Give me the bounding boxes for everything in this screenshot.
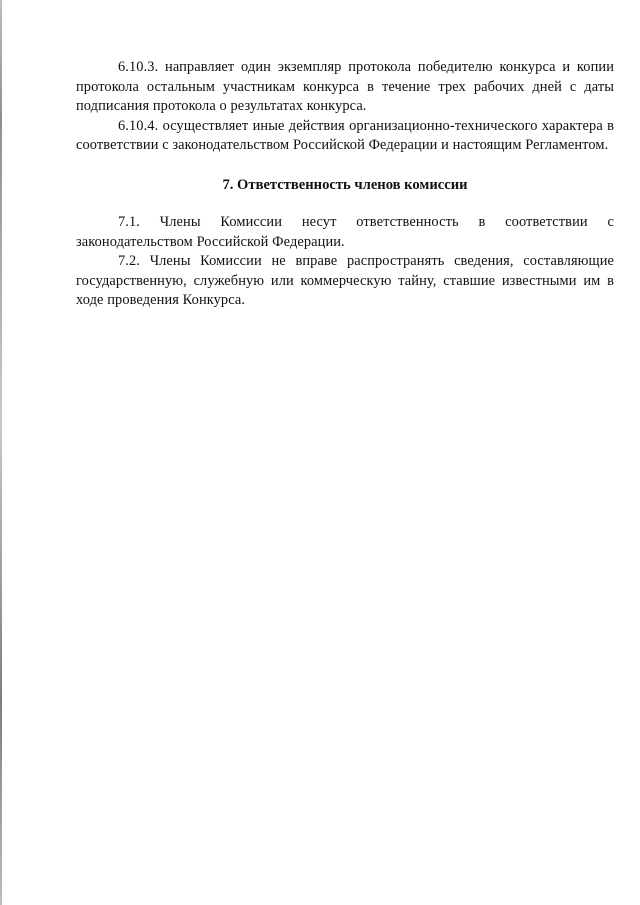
paragraph-6-10-4: 6.10.4. осуществляет иные действия организационно-технического характера в соответствии с законодательством Российской Федерации и настоящим Регламентом. xyxy=(76,117,614,153)
paragraph-6-10-3: 6.10.3. направляет один экземпляр протокола победителю конкурса и копии протокола остальным участникам конкурса в течение трех рабочих дней с даты подписания протокола о результатах конкурса. xyxy=(76,59,614,114)
document-body xyxy=(76,58,614,311)
paragraph-7-2: 7.2. Члены Комиссии не вправе распространять сведения, составляющие государственную, служебную или коммерческую тайну, ставшие известными им в ходе проведения Конкурса. xyxy=(76,253,614,308)
scan-edge xyxy=(0,0,2,905)
section-body xyxy=(76,213,614,311)
paragraph-7-1: 7.1. Члены Комиссии несут ответственность в соответствии с законодательством Российской Федерации. xyxy=(76,214,614,250)
section-title: 7. Ответственность членов комиссии xyxy=(222,176,468,193)
